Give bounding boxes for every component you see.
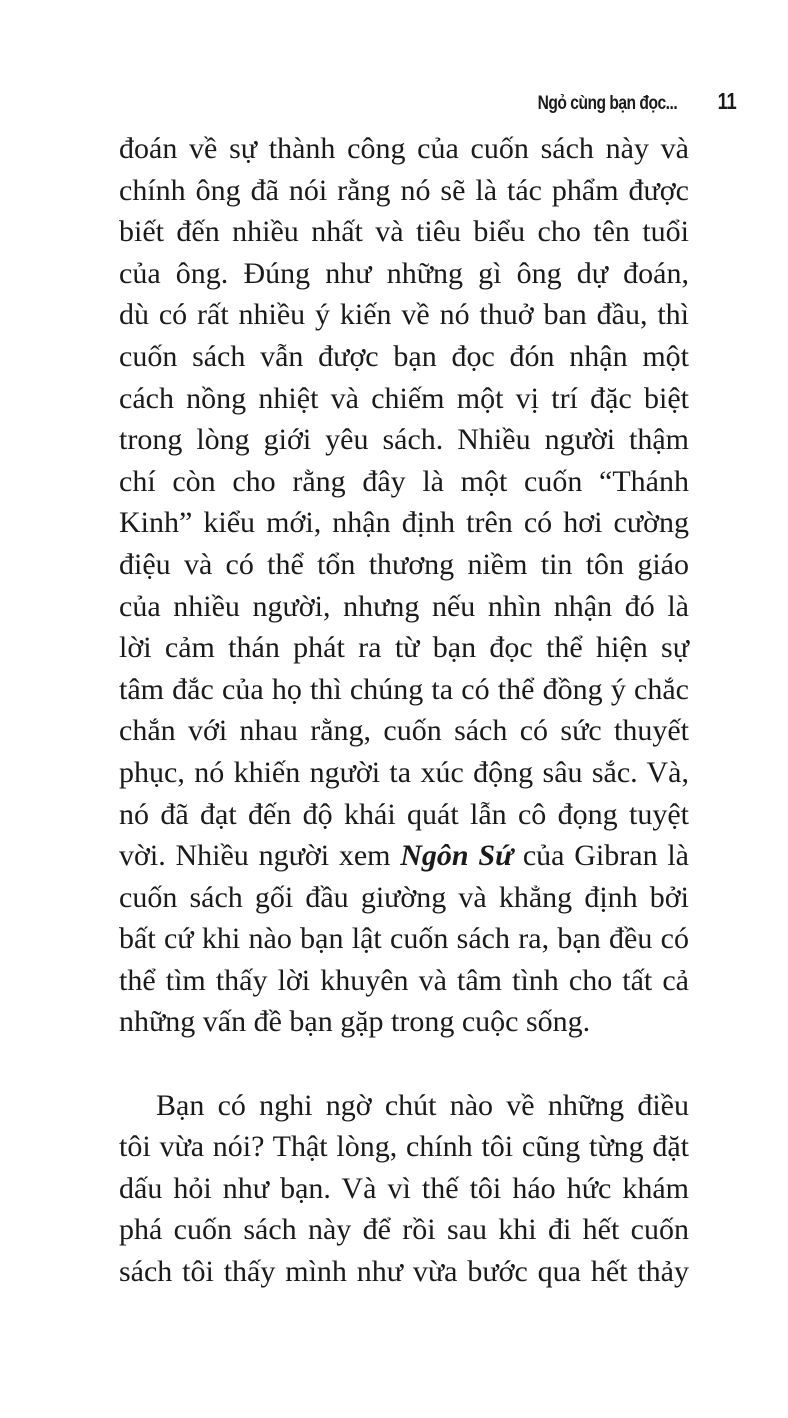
- text-line: những vấn đề bạn gặp trong cuộc sống.: [119, 1005, 591, 1039]
- text-line: cuốn sách gối đầu giường và khẳng định bởi: [119, 880, 689, 914]
- text-line: chính ông đã nói rằng nó sẽ là tác phẩm được: [119, 173, 689, 207]
- text-line: sách tôi thấy mình như vừa bước qua hết thảy: [119, 1255, 689, 1289]
- text-line: chí còn cho rằng đây là một cuốn “Thánh: [119, 464, 689, 498]
- text-line: dấu hỏi như bạn. Và vì thế tôi háo hức khám: [119, 1171, 689, 1205]
- running-title: Ngỏ cùng bạn đọc...: [537, 93, 677, 114]
- text-line: chắn với nhau rằng, cuốn sách có sức thuyết: [119, 714, 689, 748]
- text-line: tôi vừa nói? Thật lòng, chính tôi cũng từng đặt: [119, 1130, 689, 1164]
- text-line: phục, nó khiến người ta xúc động sâu sắc. Và,: [119, 755, 689, 789]
- text-segment: vời. Nhiều người xem: [119, 839, 401, 873]
- text-line: cuốn sách vẫn được bạn đọc đón nhận một: [119, 339, 689, 373]
- book-title-emphasis: Ngôn Sứ: [400, 839, 514, 873]
- text-line: cách nồng nhiệt và chiếm một vị trí đặc biệt: [119, 381, 689, 415]
- text-line: đoán về sự thành công của cuốn sách này và: [119, 132, 689, 165]
- page-number: 11: [717, 88, 736, 114]
- text-line: của nhiều người, nhưng nếu nhìn nhận đó là: [119, 589, 689, 623]
- text-line: bất cứ khi nào bạn lật cuốn sách ra, bạn đều có: [119, 922, 689, 956]
- text-line: của ông. Đúng như những gì ông dự đoán,: [119, 256, 689, 290]
- text-segment: của Gibran là: [513, 839, 689, 873]
- text-line: thể tìm thấy lời khuyên và tâm tình cho tất cả: [119, 963, 689, 997]
- text-line-with-title: [119, 835, 689, 877]
- text-line: biết đến nhiều nhất và tiêu biểu cho tên tuổi: [119, 215, 689, 249]
- body-text: [119, 128, 689, 1293]
- text-line: Kinh” kiểu mới, nhận định trên có hơi cường: [119, 506, 689, 540]
- text-line: Bạn có nghi ngờ chút nào về những điều: [156, 1088, 689, 1122]
- text-line: phá cuốn sách này để rồi sau khi đi hết cuốn: [119, 1213, 689, 1247]
- paragraph-gap: [119, 1043, 689, 1085]
- text-line: trong lòng giới yêu sách. Nhiều người thậm: [119, 423, 689, 457]
- text-line: nó đã đạt đến độ khái quát lẫn cô đọng tuyệt: [119, 797, 689, 831]
- text-line: dù có rất nhiều ý kiến về nó thuở ban đầu, thì: [119, 298, 689, 332]
- text-line: tâm đắc của họ thì chúng ta có thể đồng ý chắc: [119, 672, 689, 706]
- text-line: điệu và có thể tổn thương niềm tin tôn giáo: [119, 547, 689, 581]
- running-header: [507, 88, 736, 115]
- text-line: lời cảm thán phát ra từ bạn đọc thể hiện sự: [119, 631, 689, 665]
